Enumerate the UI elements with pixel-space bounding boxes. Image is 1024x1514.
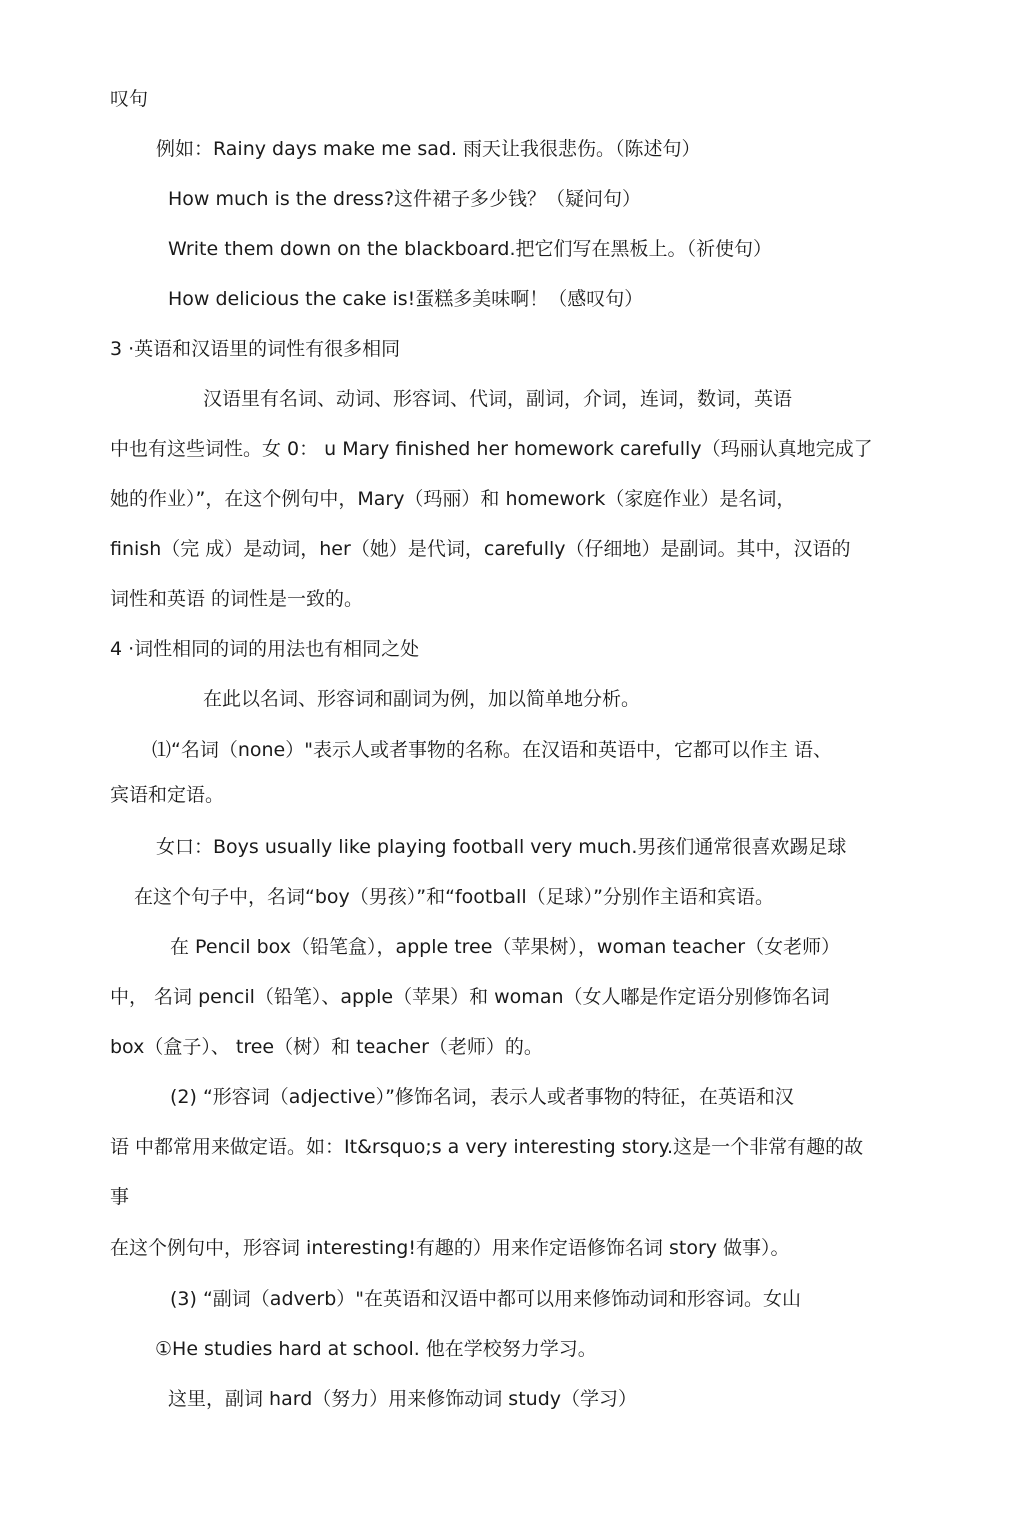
text-line-24: 在这个例句中，形容词 interesting!有趣的）用来作定语修饰名词 story 做事）。 xyxy=(110,1237,790,1259)
text-line-26: ①He studies hard at school. 他在学校努力学习。 xyxy=(155,1338,597,1360)
text-line-21: (2) “形容词（adjective）”修饰名词，表示人或者事物的特征，在英语和汉 xyxy=(170,1086,794,1108)
text-line-14: ⑴“名词（none）"表示人或者事物的名称。在汉语和英语中，它都可以作主 语、 xyxy=(152,739,833,761)
section-heading-4: 4 ·词性相同的词的用法也有相同之处 xyxy=(110,638,420,660)
text-line-10: finish（完 成）是动词，her（她）是代词，carefully（仔细地）是副词。其中，汉语的 xyxy=(110,538,851,560)
text-line-4: Write them down on the blackboard.把它们写在黑板上。（祈使句） xyxy=(168,238,773,260)
text-line-23: 事 xyxy=(110,1186,130,1208)
text-line-11: 词性和英语 的词性是一致的。 xyxy=(110,588,364,610)
text-line-16: 女口：Boys usually like playing football very much.男孩们通常很喜欢踢足球 xyxy=(156,836,847,858)
text-line-7: 汉语里有名词、动词、形容词、代词，副词，介词，连词，数词，英语 xyxy=(203,388,793,410)
text-line-13: 在此以名词、形容词和副词为例，加以简单地分析。 xyxy=(203,688,641,710)
text-line-20: box（盒子）、 tree（树）和 teacher（老师）的。 xyxy=(110,1036,543,1058)
text-line-8: 中也有这些词性。女 0： u Mary finished her homework carefully（玛丽认真地完成了 xyxy=(110,438,873,460)
text-line-22: 语 中都常用来做定语。如：It&rsquo;s a very interesting story.这是一个非常有趣的故 xyxy=(110,1136,864,1158)
text-line-15: 宾语和定语。 xyxy=(110,784,225,806)
text-line-27: 这里，副词 hard（努力）用来修饰动词 study（学习） xyxy=(168,1388,637,1410)
text-line-5: How delicious the cake is!蛋糕多美味啊！（感叹句） xyxy=(168,288,644,310)
text-line-25: (3) “副词（adverb）"在英语和汉语中都可以用来修饰动词和形容词。女山 xyxy=(170,1288,802,1310)
text-line-9: 她的作业）”，在这个例句中，Mary（玛丽）和 homework（家庭作业）是名词， xyxy=(110,488,796,510)
section-heading-3: 3 ·英语和汉语里的词性有很多相同 xyxy=(110,338,401,360)
text-line-18: 在 Pencil box（铅笔盒），apple tree（苹果树），woman teacher（女老师） xyxy=(170,936,841,958)
text-line-17: 在这个句子中，名词“boy（男孩）”和“football（足球）”分别作主语和宾语。 xyxy=(134,886,774,908)
text-line-3: How much is the dress?这件裙子多少钱？（疑问句） xyxy=(168,188,642,210)
text-line-2: 例如：Rainy days make me sad. 雨天让我很悲伤。（陈述句） xyxy=(156,138,701,160)
text-line-1: 叹句 xyxy=(110,88,149,110)
text-line-19: 中， 名词 pencil（铅笔）、apple（苹果）和 woman（女人嘟是作定语分别修饰名词 xyxy=(110,986,830,1008)
